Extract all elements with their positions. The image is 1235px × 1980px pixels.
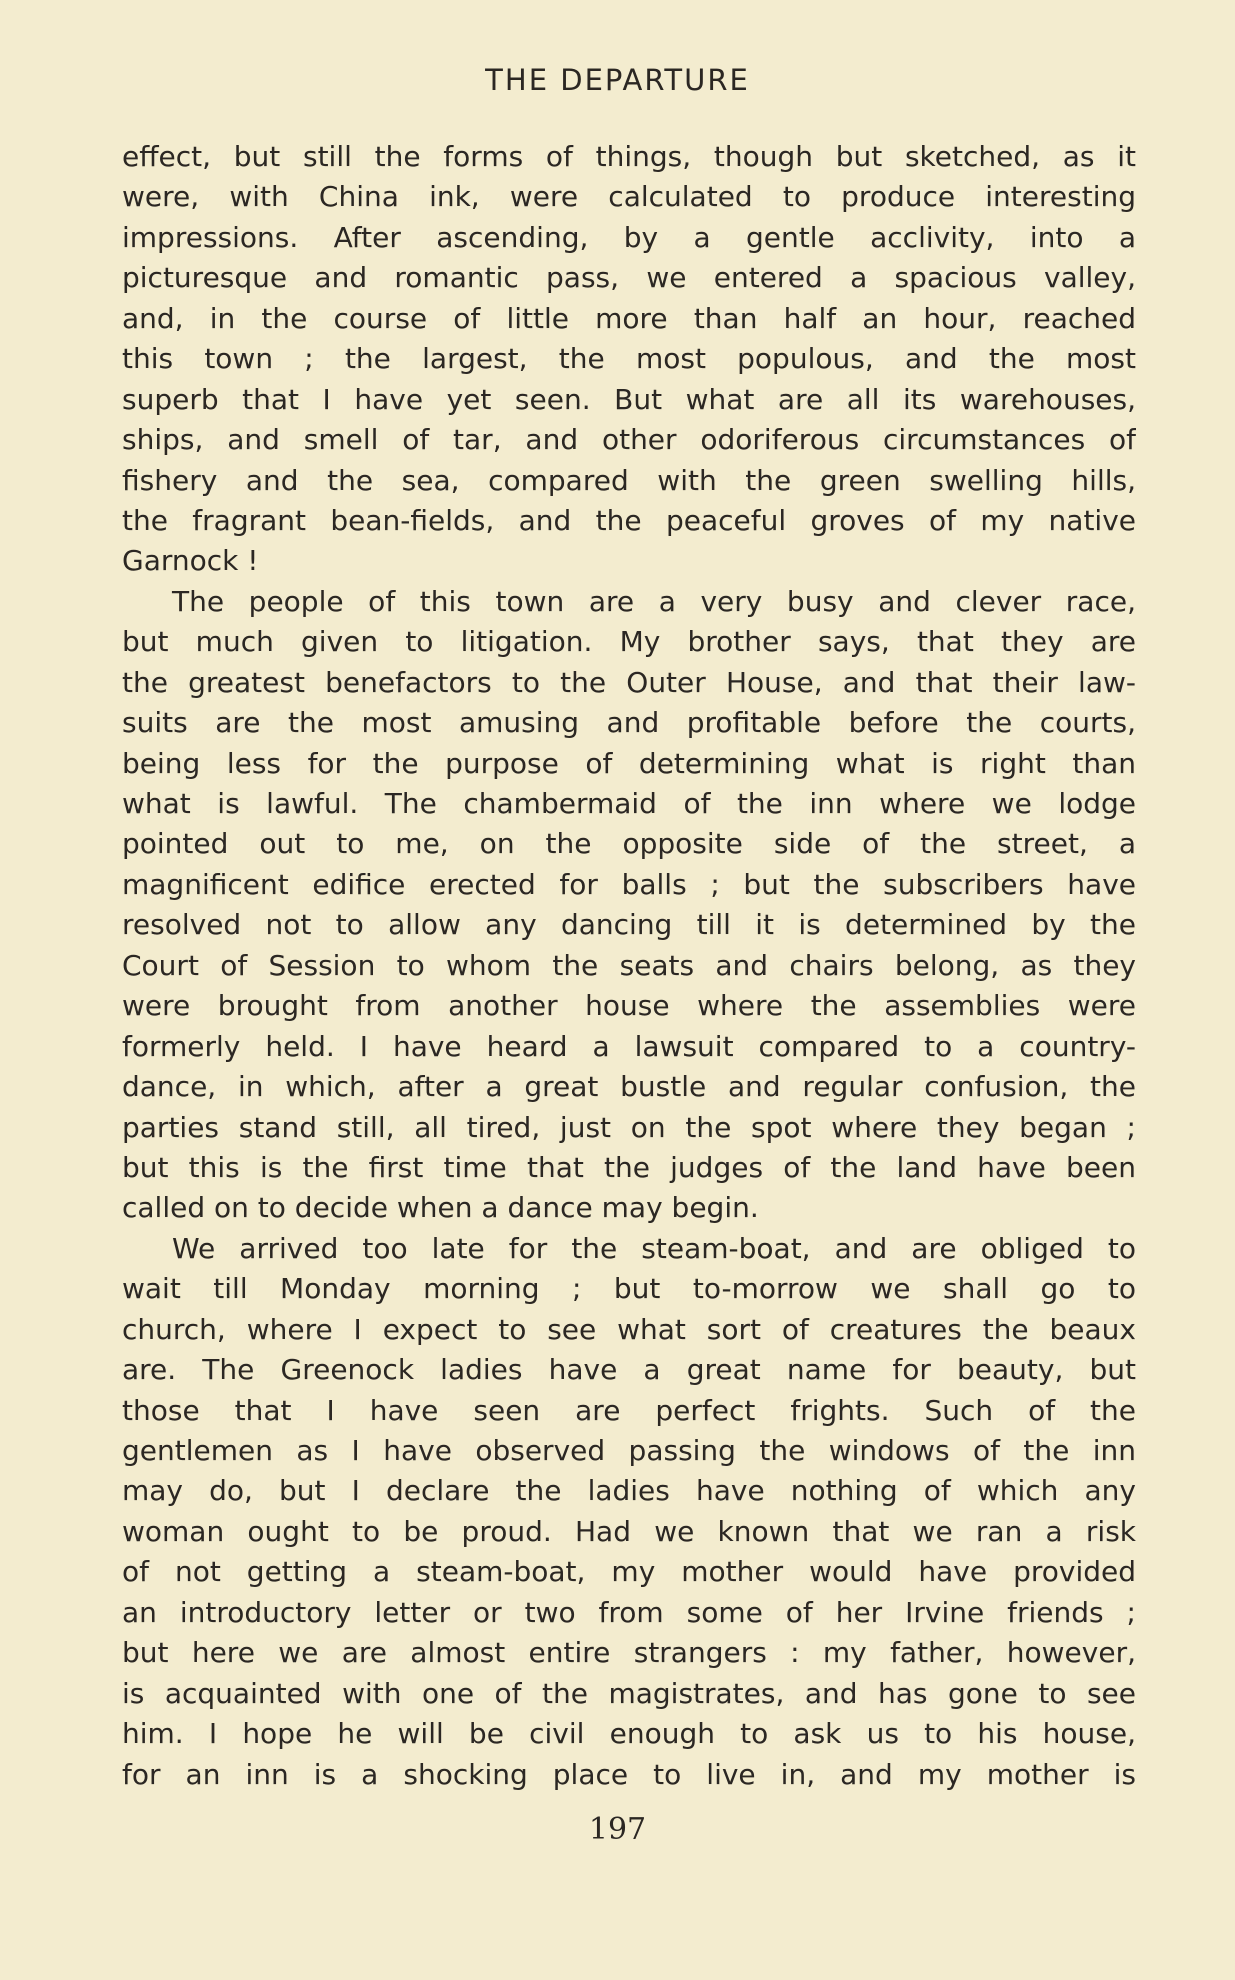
text-line: magnificent edifice erected for balls ; but the subscribers have (122, 867, 1136, 901)
running-head: THE DEPARTURE (485, 63, 750, 97)
text-line: what is lawful. The chambermaid of the inn where we lodge (122, 787, 1136, 820)
text-line: pointed out to me, on the opposite side of the street, a (122, 827, 1136, 861)
text-line: woman ought to be proud. Had we known that we ran a risk (122, 1514, 1136, 1548)
text-line: him. I hope he will be civil enough to ask us to his house, (122, 1717, 1136, 1751)
text-line: effect, but still the forms of things, though but sketched, as it (122, 140, 1136, 173)
text-line: dance, in which, after a great bustle and regular confusion, the (122, 1070, 1136, 1104)
text-line: are. The Greenock ladies have a great name for beauty, but (122, 1353, 1136, 1387)
text-line: but here we are almost entire strangers : my father, however, (122, 1636, 1136, 1670)
text-line: may do, but I declare the ladies have nothing of which any (122, 1474, 1136, 1508)
text-line: but this is the first time that the judges of the land have been (122, 1150, 1136, 1184)
text-line: the greatest benefactors to the Outer House, and that their law- (122, 665, 1136, 699)
text-line: Court of Session to whom the seats and chairs belong, as they (122, 948, 1136, 982)
text-line: being less for the purpose of determining what is right than (122, 746, 1136, 780)
text-line: formerly held. I have heard a lawsuit compared to a country- (122, 1029, 1136, 1063)
text-line: an introductory letter or two from some of her Irvine friends ; (122, 1595, 1136, 1629)
text-line: We arrived too late for the steam-boat, and are obliged to (172, 1231, 1136, 1265)
text-line: Garnock ! (122, 544, 259, 578)
text-line: church, where I expect to see what sort of creatures the beaux (122, 1312, 1136, 1346)
text-line: called on to decide when a dance may begin. (122, 1191, 759, 1225)
page-number: 197 (588, 1812, 647, 1847)
text-line: is acquainted with one of the magistrates, and has gone to see (122, 1676, 1136, 1710)
text-line: and, in the course of little more than half an hour, reached (122, 301, 1136, 335)
text-line: The people of this town are a very busy and clever race, (172, 584, 1136, 618)
text-line: were, with China ink, were calculated to produce interesting (122, 180, 1136, 214)
text-line: superb that I have yet seen. But what are all its warehouses, (122, 382, 1136, 416)
text-line: were brought from another house where the assemblies were (122, 989, 1136, 1023)
text-line: picturesque and romantic pass, we entered a spacious valley, (122, 261, 1136, 295)
text-line: resolved not to allow any dancing till it is determined by the (122, 908, 1136, 942)
text-line: the fragrant bean-fields, and the peaceful groves of my native (122, 503, 1136, 537)
text-line: those that I have seen are perfect frights. Such of the (122, 1393, 1136, 1427)
text-line: impressions. After ascending, by a gentle acclivity, into a (122, 220, 1136, 254)
text-line: parties stand still, all tired, just on the spot where they began ; (122, 1110, 1136, 1144)
text-line: for an inn is a shocking place to live in, and my mother is (122, 1757, 1136, 1791)
text-line: suits are the most amusing and profitable before the courts, (122, 706, 1136, 740)
text-line: but much given to litigation. My brother says, that they are (122, 625, 1136, 659)
text-line: wait till Monday morning ; but to-morrow we shall go to (122, 1272, 1136, 1306)
text-line: ships, and smell of tar, and other odoriferous circumstances of (122, 423, 1136, 457)
text-line: gentlemen as I have observed passing the windows of the inn (122, 1434, 1136, 1467)
text-line: this town ; the largest, the most populous, and the most (122, 342, 1136, 376)
text-line: fishery and the sea, compared with the green swelling hills, (122, 463, 1136, 497)
body-text (122, 137, 1136, 1795)
text-line: of not getting a steam-boat, my mother would have provided (122, 1555, 1136, 1589)
